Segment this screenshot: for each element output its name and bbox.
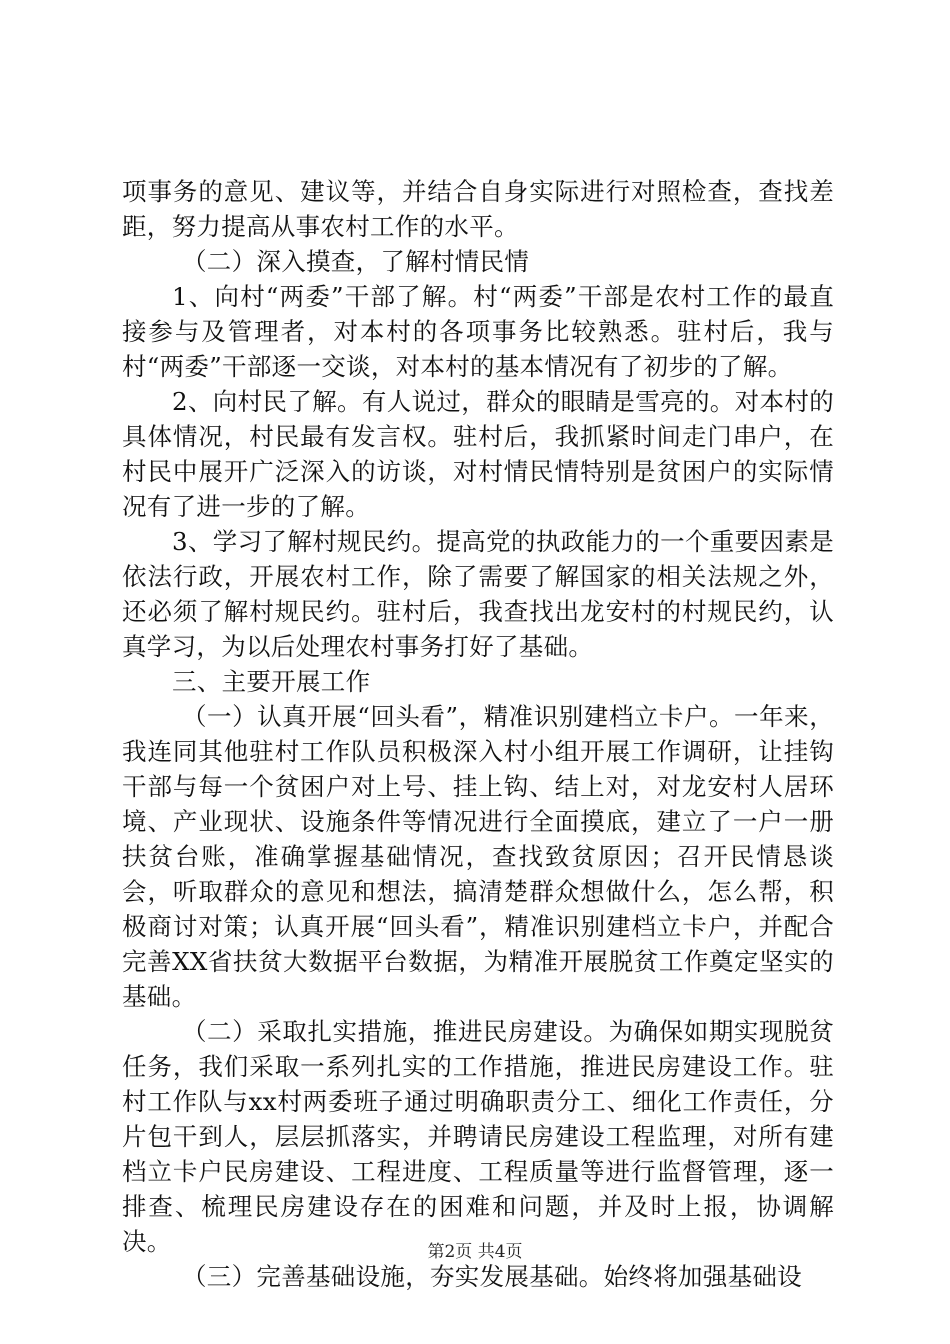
paragraph: （一）认真开展“回头看”，精准识别建档立卡户。一年来，我连同其他驻村工作队员积极深入村小组开展工作调研，让挂钩干部与每一个贫困户对上号、挂上钩、结上对，对龙安村人居环境、产业现状、设施条件等情况进行全面摸底，建立了一户一册扶贫台账，准确掌握基础情况，查找致贫原因；召开民情恳谈会，听取群众的意见和想法，搞清楚群众想做什么，怎么帮，积极商讨对策；认真开展“回头看”，精准识别建档立卡户，并配合完善XX省扶贫大数据平台数据，为精准开展脱贫工作奠定坚实的基础。 [122, 702, 834, 1011]
paragraph: （二）采取扎实措施，推进民房建设。为确保如期实现脱贫任务，我们采取一系列扎实的工作措施，推进民房建设工作。驻村工作队与xx村两委班子通过明确职责分工、细化工作责任，分片包干到人，层层抓落实，并聘请民房建设工程监理，对所有建档立卡户民房建设、工程进度、工程质量等进行监督管理，逐一排查、梳理民房建设存在的困难和问题，并及时上报，协调解决。 [122, 1017, 834, 1256]
paragraph: 3、学习了解村规民约。提高党的执政能力的一个重要因素是依法行政，开展农村工作，除了需要了解国家的相关法规之外，还必须了解村规民约。驻村后，我查找出龙安村的村规民约，认真学习，为以后处理农村事务打好了基础。 [122, 527, 834, 661]
paragraph: 三、主要开展工作 [172, 667, 371, 696]
page-footer: 第2页 共4页 [427, 1242, 523, 1262]
document-body [122, 174, 834, 1294]
paragraph: （三）完善基础设施，夯实发展基础。始终将加强基础设 [182, 1262, 802, 1291]
paragraph: （二）深入摸查，了解村情民情 [182, 247, 530, 276]
paragraph: 1、向村“两委”干部了解。村“两委”干部是农村工作的最直接参与及管理者，对本村的各项事务比较熟悉。驻村后，我与村“两委”干部逐一交谈，对本村的基本情况有了初步的了解。 [122, 282, 834, 381]
paragraph: 项事务的意见、建议等，并结合自身实际进行对照检查，查找差距，努力提高从事农村工作的水平。 [122, 177, 834, 241]
paragraph: 2、向村民了解。有人说过，群众的眼睛是雪亮的。对本村的具体情况，村民最有发言权。驻村后，我抓紧时间走门串户，在村民中展开广泛深入的访谈，对村情民情特别是贫困户的实际情况有了进一步的了解。 [122, 387, 834, 521]
